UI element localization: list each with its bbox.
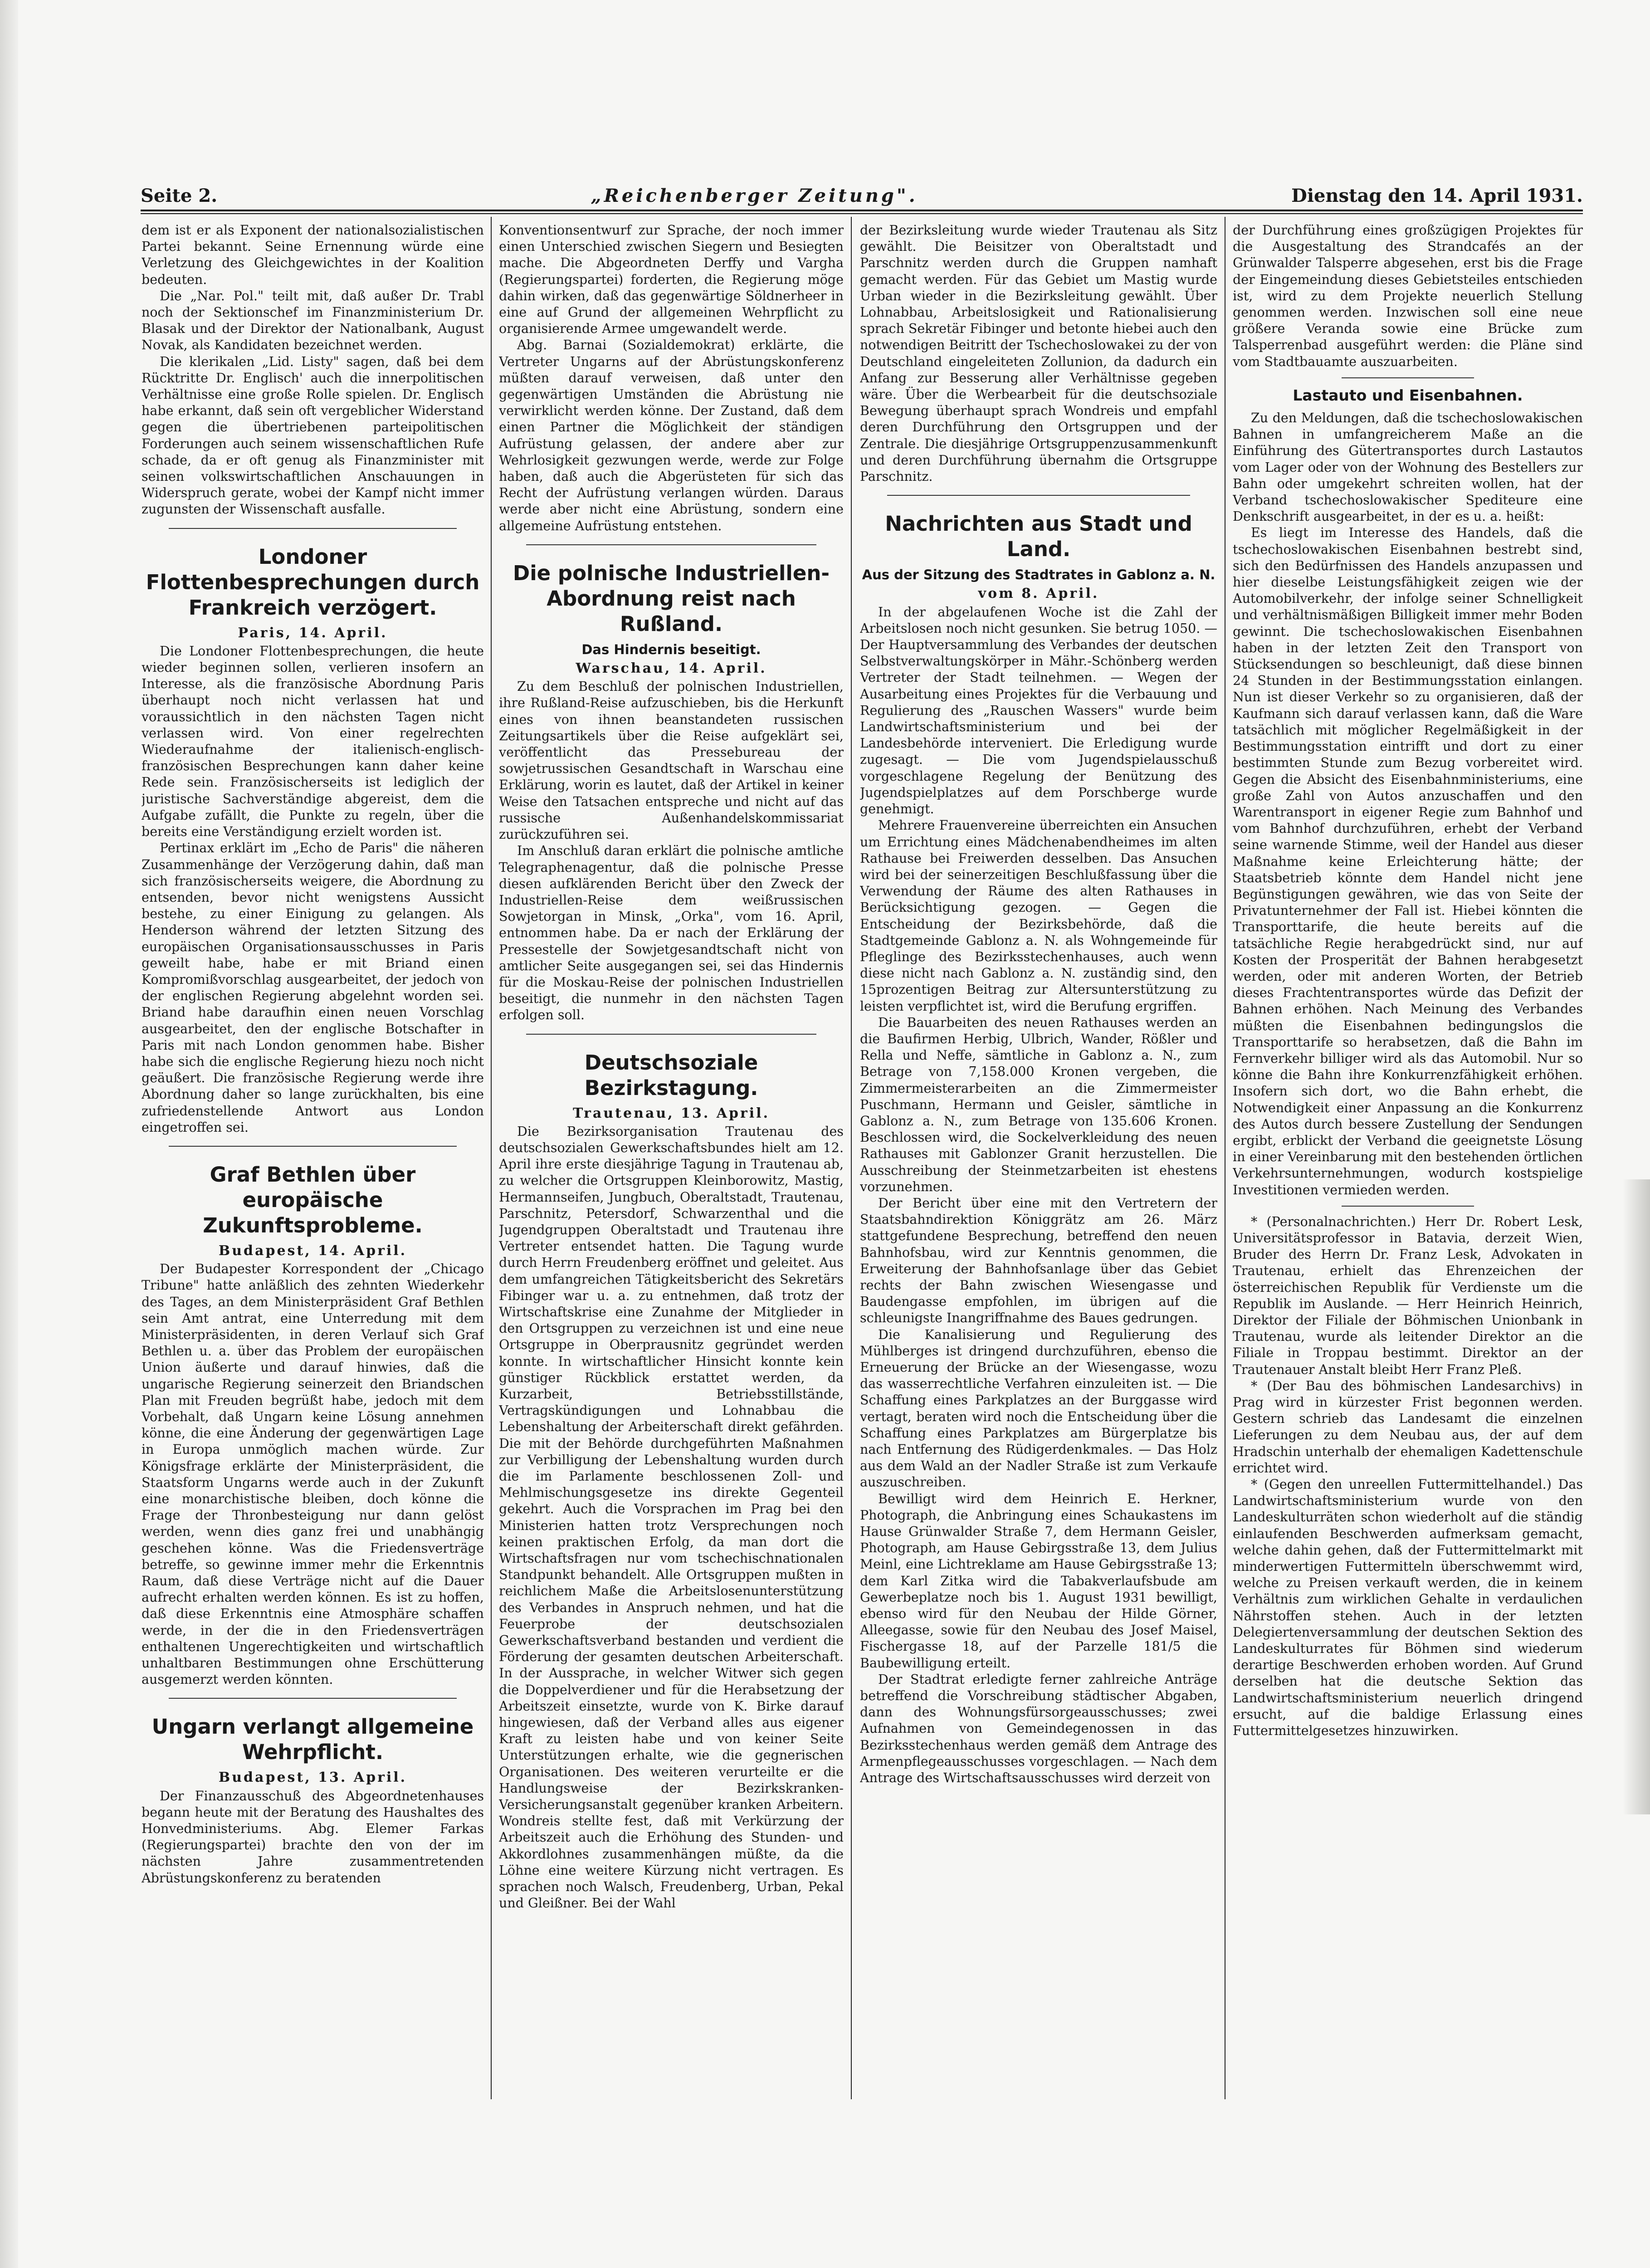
dateline: Trautenau, 13. April.: [572, 1105, 770, 1121]
article-text: Die klerikalen „Lid. Listy" sagen, daß bei dem Rücktritte Dr. Englisch' auch die innerpolitischen Verhältnisse eine große Rolle spielen. Dr. Englisch habe erkannt, daß sein oft vergeblicher Widerstand gegen die übertriebenen parteipolitischen Forderungen auch seinem wissenschaftlichen Rufe schade, da er oft genug als Finanzminister mit seinen volkswirtschaftlichen Anschauungen in Widerspruch gerate, wobei der Kampf nicht immer zugunsten der Wissenschaft ausfalle.: [142, 354, 484, 517]
article-text: Der Stadtrat erledigte ferner zahlreiche Anträge betreffend die Vorschreibung städtischer Abgaben, dann des Wohnungsfürsorgeausschusses; zwei Aufnahmen von Gemeindegenossen in das Bezirksstechenhaus werden gemäß dem Antrage des Armenpflegeausschusses vorgeschlagen. — Nach dem Antrage des Wirtschaftsausschusses wird derzeit von: [860, 1672, 1217, 1786]
article-text: Es liegt im Interesse des Handels, daß die tschechoslowakischen Eisenbahnen bestrebt sind, sich den Bedürfnissen des Handels anzupassen und hier dieselbe Leistungsfähigkeit zeigen wie der Automobilverkehr, der infolge seiner Schnelligkeit und verhältnismäßigen Billigkeit immer mehr Boden gewinnt. Die tschechoslowakischen Eisenbahnen haben in der letzten Zeit den Transport von Stücksendungen so beschleunigt, daß diese binnen 24 Stunden in der Bestimmungsstation einlangen. Nun ist dieser Verkehr so zu organisieren, daß der Kaufmann sich darauf verlassen kann, daß die Ware tatsächlich mit möglicher Regelmäßigkeit in der Bestimmungsstation eintrifft und dort zu einer bestimmten Stunde zum Bezug vorbereitet wird. Gegen die Absicht des Eisenbahnministeriums, eine große Zahl von Autos anzuschaffen und den Warentransport in eigener Regie zum Bahnhof und vom Bahnhof durchzuführen, erhebt der Verband seine warnende Stimme, weil der Handel aus dieser Maßnahme keine Erleichterung hätte; der Staatsbetrieb könnte dem Handel nicht jene Begünstigungen gewähren, wie das von Seite der Privatunternehmer der Fall ist. Hiebei könnten die Transporttarife, die heute bereits auf die tatsächliche Regie herabgedrückt sind, nur auf Kosten der Prosperität der Bahnen herabgesetzt werden, oder mit anderen Worten, der Betrieb dieses Frachtentransportes würde das Defizit der Bahnen erhöhen. Nach Meinung des Verbandes müßten die Eisenbahnen bedingungslos die Transporttarife so herabsetzen, daß die Bahn im Fernverkehr billiger wird als das Automobil. Nur so könne die Bahn ihre Konkurrenzfähigkeit erhöhen. Insofern sich dort, wo die Bahn erhebt, die Notwendigkeit einer Anpassung an die Konkurrenz des Autos durch bessere Zustellung der Sendungen ergibt, erblickt der Verband die geeignetste Lösung in einer Vereinbarung mit den bestehenden örtlichen Verkehrsunternehmungen, wodurch kostspielige Investitionen vermieden werden.: [1233, 525, 1583, 1198]
article-text: Bewilligt wird dem Heinrich E. Herkner, Photograph, die Anbringung eines Schaukastens im Hause Grünwalder Straße 7, dem Hermann Geisler, Photograph, am Hause Gebirgsstraße 13, dem Julius Meinl, eine Lichtreklame am Hause Gebirgsstraße 13; dem Karl Zitka wird die Tabakverlaufsbude am Gewerbeplatze noch bis 1. August 1931 bewilligt, ebenso wird für den Neubau der Hilde Görner, Alleegasse, sowie für den Neubau des Josef Maisel, Fischergasse 18, auf der Parzelle 181/5 die Baubewilligung erteilt.: [860, 1491, 1217, 1671]
header-rule-thin: [141, 213, 1583, 214]
column-rule: [851, 217, 852, 2099]
column-2: [499, 222, 844, 2100]
page-edge-shadow: [1623, 1179, 1650, 1814]
article-text: Zu den Meldungen, daß die tschechoslowakischen Bahnen in umfangreicherem Maße an die Einführung des Gütertransportes durch Lastautos vom Lager oder von der Wohnung des Bestellers zur Bahn oder umgekehrt schreiten wollen, hat der Verband tschechoslowakischer Spediteure eine Denkschrift ausgearbeitet, in der es u. a. heißt:: [1233, 411, 1583, 524]
article-separator: [169, 528, 457, 529]
article-headline: Deutschsoziale Bezirkstagung.: [584, 1050, 758, 1100]
dateline: Budapest, 14. April.: [218, 1242, 407, 1259]
article-text: der Durchführung eines großzügigen Projektes für die Ausgestaltung des Strandcafés an der Grünwalder Talsperre abgesehen, erst bis die Frage der Eingemeindung dieses Gebietsteiles entschieden ist, wird zu dem Projekte neuerlich Stellung genommen werden. Inzwischen soll eine neue größere Veranda sowie eine Brücke zum Talsperrenbad ausgeführt werden: die Pläne sind vom Stadtbauamte auszuarbeiten.: [1233, 223, 1583, 369]
news-item: * (Der Bau des böhmischen Landesarchivs) in Prag wird in kürzester Frist begonnen werden. Gestern schrieb das Landesamt die einzelnen Lieferungen zu dem Neubau aus, der auf dem Hradschin unterhalb der ehemaligen Kadettenschule errichtet wird.: [1233, 1378, 1583, 1476]
column-1: [142, 222, 484, 2100]
dateline: vom 8. April.: [978, 586, 1099, 602]
article-headline: Lastauto und Eisenbahnen.: [1293, 386, 1523, 404]
article-text: Die Kanalisierung und Regulierung des Mühlberges ist dringend durchzuführen, ebenso die Erneuerung der Brücke an der Wiesengasse, wozu das wasserrechtliche Verfahren einzuleiten ist. — Die Schaffung eines Parkplatzes an der Burggasse wird vertagt, beraten wird noch die Entscheidung über die Schaffung eines Parkplatzes am Bürgerplatze bis nach Entfernung des Rüdigerdenkmales. — Das Holz aus dem Wald an der Nadler Straße ist zum Verkaufe auszuschreiben.: [860, 1327, 1217, 1490]
article-separator: [169, 1698, 457, 1699]
article-text: Zu dem Beschluß der polnischen Industriellen, ihre Rußland-Reise aufzuschieben, bis die Herkunft eines von ihnen beanstandeten russischen Zeitungsartikels über die Reise aufgeklärt sei, veröffentlicht das Pressebureau der sowjetrussischen Gesandtschaft in Warschau eine Erklärung, worin es lautet, daß der Artikel in keiner Weise den Tatsachen entspreche und nicht auf das russische Außenhandelskommissariat zurückzuführen sei.: [499, 679, 844, 842]
article-text: Die „Nar. Pol." teilt mit, daß außer Dr. Trabl noch der Sektionschef im Finanzministerium Dr. Blasak und der Direktor der Nationalbank, August Novak, als Kandidaten bezeichnet werden.: [142, 288, 484, 353]
article-text: In der abgelaufenen Woche ist die Zahl der Arbeitslosen noch nicht gesunken. Sie betrug 1050. — Der Hauptversammlung des Verbandes der deutschen Selbstverwaltungskörper in Mähr.-Schönberg werden Vertreter der Stadt teilnehmen. — Wegen der Ausarbeitung eines Projektes für die Verbauung und Regulierung des „Rauschen Wassers" wurde beim Landwirtschaftsministerium und bei der Landesbehörde interveniert. Die Erledigung wurde zugesagt. — Die vom Jugendspielausschuß vorgeschlagene Regelung der Benützung des Jugendspielplatzes auf dem Porschberge wurde genehmigt.: [860, 604, 1217, 817]
article-text: Der Finanzausschuß des Abgeordnetenhauses begann heute mit der Beratung des Haushaltes des Honvedministeriums. Abg. Elemer Farkas (Regierungspartei) brachte den von der im nächsten Jahre zusammentretenden Abrüstungskonferenz zu beratenden: [142, 1788, 484, 1886]
header-rule: [141, 210, 1583, 211]
masthead-title: „Reichenberger Zeitung".: [591, 185, 918, 206]
article-text: Die Bezirksorganisation Trautenau des deutschsozialen Gewerkschaftsbundes hielt am 12. April ihre erste diesjährige Tagung in Trautenau ab, zu welcher die Ortsgruppen Kleinborowitz, Mastig, Hermannseifen, Jungbuch, Oberaltstadt, Trautenau, Parschnitz, Petersdorf, Schwarzenthal und die Jugendgruppen Oberaltstadt und Trautenau ihre Vertreter entsendet hatten. Die Tagung wurde durch Herrn Freudenberg eröffnet und geleitet. Aus dem umfangreichen Tätigkeitsbericht des Sekretärs Fibinger war u. a. zu entnehmen, daß trotz der Wirtschaftskrise eine Zunahme der Mitglieder in den Ortsgruppen zu verzeichnen ist und eine neue Ortsgruppe in Oberprausnitz gegründet werden konnte. In wirtschaftlicher Hinsicht konnte kein günstiger Rückblick erstattet werden, da Kurzarbeit, Betriebsstillstände, Vertragskündigungen und Lohnabbau die Lebenshaltung der Arbeiterschaft direkt gefährden. Die mit der Behörde durchgeführten Maßnahmen zur Verbilligung der Lebenshaltung wurden durch die im Parlamente beschlossenen Zoll- und Mehlmischungsgesetze ins direkte Gegenteil gekehrt. Auch die Vorsprachen im Prag bei den Ministerien hatten trotz Versprechungen noch keinen praktischen Erfolg, da man dort die Wirtschaftsfragen nur vom tschechischnationalen Standpunkt behandelt. Alle Ortsgruppen mußten in reichlichem Maße die Arbeitslosenunterstützung des Verbandes in Anspruch nehmen, und hat die Feuerprobe der deutschsozialen Gewerkschaftsverband bestanden und verdient die Förderung der gesamten deutschen Arbeiterschaft. In der Aussprache, in welcher Witwer sich gegen die Doppelverdiener und für die Herabsetzung der Arbeitszeit einsetzte, wurde von K. Birke darauf hingewiesen, daß der Verband alles aus eigener Kraft zu leisten habe und von keiner Seite Unterstützungen erhalte, wie die gegnerischen Organisationen. Des weiteren verurteilte er die Handlungsweise der Bezirkskranken-Versicherungsanstalt gegenüber kranken Arbeitern. Wondreis stellte fest, daß mit Verkürzung der Arbeitszeit auch die Erhöhung des Stunden- und Akkordlohnes zusammenhängen müßte, da die Löhne eine weitere Kürzung nicht vertragen. Es sprachen noch Walsch, Freudenberg, Urban, Pekal und Gleißner. Bei der Wahl: [499, 1124, 844, 1911]
article-subheadline: Aus der Sitzung des Stadtrates in Gablonz a. N.: [862, 567, 1216, 583]
article-headline: Londoner Flottenbesprechungen durch Frankreich verzögert.: [146, 544, 480, 620]
article-text: Abg. Barnai (Sozialdemokrat) erklärte, die Vertreter Ungarns auf der Abrüstungskonferenz müßten darauf verweisen, daß unter den gegenwärtigen Umständen die Abrüstung nie verwirklicht werden könne. Der Zustand, daß dem einen Partner die Möglichkeit der ständigen Aufrüstung gelassen, der andere aber zur Wehrlosigkeit gezwungen werde, werde zur Folge haben, daß auch die Abgerüsteten für sich das Recht der Aufrüstung verlangen würden. Daraus werde aber nicht eine Abrüstung, sondern eine allgemeine Aufrüstung entstehen.: [499, 337, 844, 533]
article-separator: [526, 544, 816, 545]
article-headline: Die polnische Industriellen-Abordnung reist nach Rußland.: [513, 561, 830, 636]
article-separator: [169, 1146, 457, 1147]
column-4: [1233, 222, 1583, 2100]
news-item: * (Gegen den unreellen Futtermittelhandel.) Das Landwirtschaftsministerium wurde von den Landeskulturräten schon wiederholt auf die ständig einlaufenden Beschwerden aufmerksam gemacht, welche dahin gehen, daß der Futtermittelmarkt mit minderwertigen Futtermitteln überschwemmt wird, welche zu Preisen verkauft werden, die in keinem Verhältnis zum wirklichen Gehalte in verdaulichen Nährstoffen stehen. Auch in der letzten Delegiertenversammlung der deutschen Sektion des Landeskulturrates für Böhmen sind wiederum derartige Beschwerden erhoben worden. Auf Grund derselben hat die deutsche Sektion das Landwirtschaftsministerium neuerlich dringend ersucht, auf die baldige Erlassung eines Futtermittelgesetzes hinzuwirken.: [1233, 1477, 1583, 1739]
article-text: Im Anschluß daran erklärt die polnische amtliche Telegraphenagentur, daß die polnische Presse diesen aufklärenden Bericht über den Zweck der Industriellen-Reise dem weißrussischen Sowjetorgan in Minsk, „Orka", vom 16. April, entnommen habe. Da er nach der Erklärung der Pressestelle der Sowjetgesandtschaft nicht von amtlicher Seite ausgegangen sei, sei das Hindernis für die Moskau-Reise der polnischen Industriellen beseitigt, die nunmehr in den nächsten Tagen erfolgen soll.: [499, 843, 844, 1023]
section-headline: Nachrichten aus Stadt und Land.: [885, 512, 1192, 562]
article-text: Der Budapester Korrespondent der „Chicago Tribune" hatte anläßlich des zehnten Wiederkehr des Tages, an dem Ministerpräsident Graf Bethlen sein Amt antrat, eine Unterredung mit dem Ministerpräsidenten, in deren Verlauf sich Graf Bethlen u. a. über das Problem der europäischen Union äußerte und darauf hinwies, daß die ungarische Regierung seinerzeit den Briandschen Plan mit Freuden begrüßt habe, jedoch mit dem Vorbehalt, daß Ungarn keine Lösung annehmen könne, die eine Änderung der gegenwärtigen Lage in Europa unmöglich machen würde. Zur Königsfrage erklärte der Ministerpräsident, die Staatsform Ungarns werde auch in der Zukunft eine monarchistische bleiben, doch könne die Frage der Thronbesteigung nur dann gelöst werden, wenn dies ganz frei und unabhängig geschehen könne. Was die Friedensverträge betreffe, so gewinne immer mehr die Erkenntnis Raum, daß diese Verträge nicht auf die Dauer aufrecht erhalten werden können. Es ist zu hoffen, daß diese Erkenntnis eine Atmosphäre schaffen werde, in der die in den Friedensverträgen enthaltenen Ungerechtigkeiten und wirtschaftlich unhaltbaren Bestimmungen ohne Erschütterung ausgemerzt werden könnten.: [142, 1261, 484, 1687]
article-headline: Graf Bethlen über europäische Zukunftsprobleme.: [203, 1162, 423, 1237]
article-headline: Ungarn verlangt allgemeine Wehrpflicht.: [151, 1715, 474, 1765]
page-header: [141, 179, 1583, 206]
article-text: Mehrere Frauenvereine überreichten ein Ansuchen um Errichtung eines Mädchenabendheimes im alten Rathause bei Freiwerden desselben. Das Ansuchen wird bei der seinerzeitigen Beschlußfassung über die Verwendung der Räume des alten Rathauses in Berücksichtigung gezogen. — Gegen die Entscheidung der Bezirksbehörde, daß die Stadtgemeinde Gablonz a. N. als Wohngemeinde für Pfleglinge des Bezirksstechenhauses, auch wenn diese nicht nach Gablonz a. N. zuständig sind, den 15prozentigen Beitrag zur Altersunterstützung zu leisten verpflichtet ist, wird die Berufung ergriffen.: [860, 818, 1217, 1014]
dateline: Budapest, 13. April.: [218, 1769, 407, 1786]
news-item: * (Personalnachrichten.) Herr Dr. Robert Lesk, Universitätsprofessor in Batavia, derzeit Wien, Bruder des Herrn Dr. Franz Lesk, Advokaten in Trautenau, erhielt das Ehrenzeichen der österreichischen Republik für Verdienste um die Republik im Auslande. — Herr Heinrich Heinrich, Direktor der Filiale der Böhmischen Unionbank in Trautenau, wurde als leitender Direktor an die Filiale in Troppau bestimmt. Direktor an der Trautenauer Anstalt bleibt Herr Franz Pleß.: [1233, 1214, 1583, 1377]
article-subheadline: Das Hindernis beseitigt.: [581, 641, 761, 657]
column-rule: [491, 217, 492, 2099]
issue-date: Dienstag den 14. April 1931.: [1291, 185, 1583, 206]
dateline: Warschau, 14. April.: [576, 660, 767, 677]
article-text: Die Londoner Flottenbesprechungen, die heute wieder beginnen sollen, verlieren insofern an Interesse, als die französische Abordnung Paris überhaupt noch nicht verlassen hat und voraussichtlich in den nächsten Tagen nicht verlassen wird. Von einer regelrechten Wiederaufnahme der italienisch-englisch-französischen Besprechungen kann daher keine Rede sein. Französischerseits ist lediglich der juristische Sachverständige abgereist, dem die Aufgabe zufällt, die Punkte zu regeln, über die bereits eine Verständigung erzielt worden ist.: [142, 643, 484, 840]
article-text: Konventionsentwurf zur Sprache, der noch immer einen Unterschied zwischen Siegern und Besiegten mache. Die Abgeordneten Derffy und Vargha (Regierungspartei) forderten, die Regierung möge dahin wirken, daß das gegenwärtige Söldnerheer in eine auf Grund der allgemeinen Wehrpflicht zu organisierende Armee umgewandelt werde.: [499, 223, 844, 337]
page-number: Seite 2.: [141, 185, 218, 206]
article-text: der Bezirksleitung wurde wieder Trautenau als Sitz gewählt. Die Beisitzer von Oberaltstadt und Parschnitz werden durch die Gruppen namhaft gemacht werden. Für das Gebiet um Mastig wurde Urban wieder in die Bezirksleitung gewählt. Über Lohnabbau, Arbeitslosigkeit und Rationalisierung sprach Sekretär Fibinger und betonte hiebei auch den notwendigen Beitritt der Tschechoslowakei zu der von Deutschland eingeleiteten Zollunion, da dadurch ein Anfang zur Besserung aller Verhältnisse gegeben wäre. Über die Werbearbeit für die deutschsoziale Bewegung überhaupt sprach Wondreis und empfahl deren Durchführung den Ortsgruppen und der Zentrale. Die diesjährige Ortsgruppenzusammenkunft und deren Durchführung übernahm die Ortsgruppe Parschnitz.: [860, 223, 1217, 484]
dateline: Paris, 14. April.: [238, 625, 388, 641]
article-text: Die Bauarbeiten des neuen Rathauses werden an die Baufirmen Herbig, Ulbrich, Wander, Rößler und Rella und Neffe, sämtliche in Gablonz a. N., zum Betrage von 7,158.000 Kronen vergeben, die Zimmermeisterarbeiten an die Zimmermeister Puschmann, Hermann und Geisler, sämtliche in Gablonz a. N., zum Betrage von 135.606 Kronen. Beschlossen wird, die Sockelverkleidung des neuen Rathauses mit Gablonzer Granit herzustellen. Die Ausschreibung der Steinmetzarbeiten ist ehestens vorzunehmen.: [860, 1015, 1217, 1194]
article-separator: [1342, 377, 1474, 378]
article-text: dem ist er als Exponent der nationalsozialistischen Partei bekannt. Seine Ernennung würde eine Verletzung des Gleichgewichtes in der Koalition bedeuten.: [142, 223, 484, 287]
article-separator: [887, 495, 1190, 496]
article-text: Pertinax erklärt im „Echo de Paris" die näheren Zusammenhänge der Verzögerung dahin, daß man sich französischerseits weigere, die Abordnung zu entsenden, bevor nicht wenigstens Aussicht bestehe, zu einer Einigung zu gelangen. Als Henderson während der letzten Sitzung des europäischen Organisationsausschusses in Paris geweilt habe, habe er mit Briand einen Kompromißvorschlag ausgearbeitet, der jedoch von der englischen Regierung abgelehnt worden sei. Briand habe daraufhin einen neuen Vorschlag ausgearbeitet, den der englische Botschafter in Paris mit nach London genommen habe. Bisher habe sich die englische Regierung hiezu noch nicht geäußert. Die französische Regierung werde ihre Abordnung daher so lange zurückhalten, bis eine zufriedenstellende Antwort aus London eingetroffen sei.: [142, 841, 484, 1135]
article-separator: [1342, 1206, 1474, 1207]
article-text: Der Bericht über eine mit den Vertretern der Staatsbahndirektion Königgrätz am 26. März stattgefundene Besprechung, betreffend den neuen Bahnhofsbau, wird zur Kenntnis genommen, die Erweiterung der Bahnhofsanlage über das Gebiet rechts der Bahn zwischen Wiesengasse und Baudengasse empfohlen, im übrigen auf die schleunigste Inangriffnahme des Baues gedrungen.: [860, 1195, 1217, 1326]
article-separator: [526, 1034, 816, 1035]
column-3: [860, 222, 1217, 2100]
